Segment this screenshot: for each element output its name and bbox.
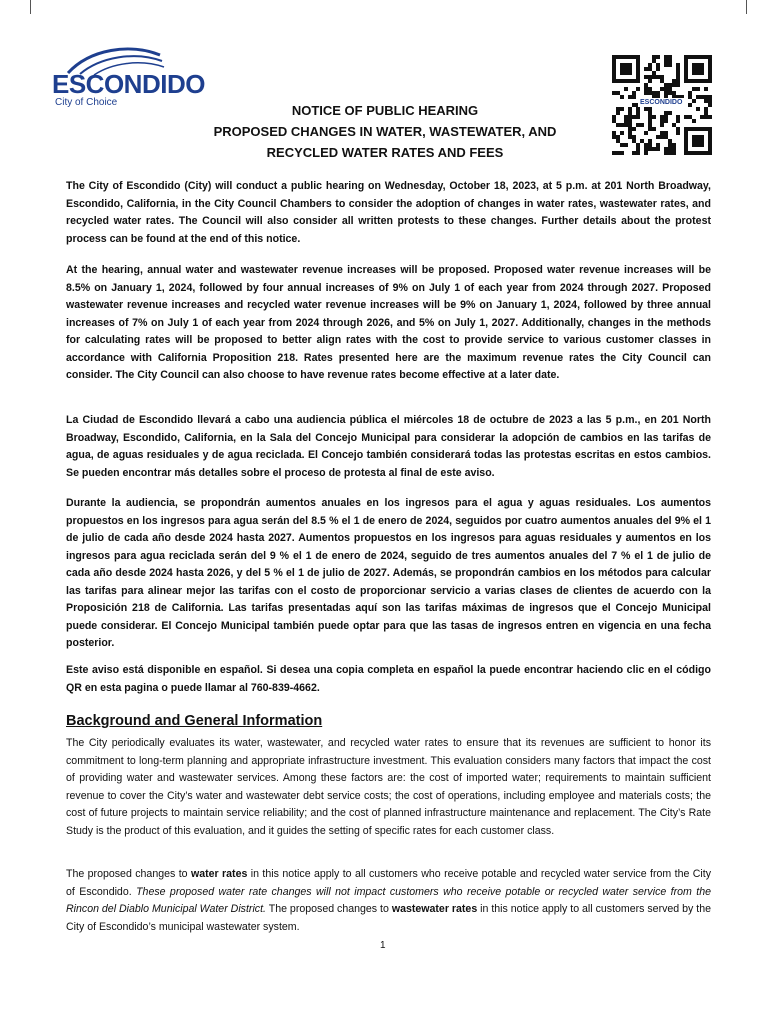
crop-mark-left <box>30 0 31 14</box>
qr-code[interactable] <box>612 53 712 157</box>
applicability-text-3: The proposed changes to <box>265 903 392 915</box>
notice-title <box>180 100 590 163</box>
hearing-paragraph-es: Durante la audiencia, se propondrán aumentos anuales en los ingresos para el agua y aguas residuales. Los aumentos propuestos en los ingresos para agua serán del 8.5 % el 1 de enero de 2024, seguidos por cuatro aumentos anuales del 9% el 1 de julio de cada año desde 2024 hasta 2027. Aumentos propuestos en los ingresos para aguas residuales y aumentos en los ingresos para agua reciclada serán del 9 % el 1 de enero de 2024, seguido de tres aumentos anuales del 7 % el 1 de julio de cada año desde 2024 hasta 2026, y del 5 % el 1 de julio de 2027. Además, se propondrán cambios en los métodos para calcular las tarifas para alinear mejor las tarifas con el costo de proporcionar servicio a varias clases de clientes de acuerdo con la Proposición 218 de California. Las tarifas presentadas aquí son las tarifas máximas de ingresos que el Concejo Municipal puede considerar. El Concejo Municipal también puede optar para que las tasas de ingresos entren en vigencia en una fecha posterior. <box>66 497 711 649</box>
rincon-disclaimer: These proposed water rate changes will not impact customers who receive potable or recycled water service from the Rincon del Diablo Municipal Water District. <box>66 885 711 915</box>
crop-mark-right <box>746 0 747 14</box>
intro-paragraph-en: The City of Escondido (City) will conduct a public hearing on Wednesday, October 18, 2023, at 5 p.m. at 201 North Broadway, Escondido, California, in the City Council Chambers to consider the adoption of changes in water rates, wastewater rates, and recycled water rates. The Council will also consider all written protests to these changes. Further details about the protest process can be found at the end of this notice. <box>66 180 711 245</box>
background-paragraph: The City periodically evaluates its water, wastewater, and recycled water rates to ensure that its revenues are sufficient to honor its commitment to long-term planning and appropriate infrastructure investment. This evaluation considers many factors that impact the cost of providing water and wastewater services. Among these factors are: the cost of imported water; requirements to maintain sufficient revenue to cover the City’s water and wastewater debt service costs; the cost of operations, including employee and materials costs; the cost of future projects to maintain service reliability; and the cost of planned infrastructure maintenance and replacement. The City’s Rate Study is the product of this evaluation, and it guides the setting of specific rates for each customer class. <box>66 737 711 837</box>
applicability-text-1: The proposed changes to <box>66 868 191 880</box>
title-line-2: PROPOSED CHANGES IN WATER, WASTEWATER, AND <box>213 124 557 139</box>
logo-tagline: City of Choice <box>55 97 118 108</box>
section-heading: Background and General Information <box>66 713 323 729</box>
applicability-text-2: in this notice apply to all customers who receive potable and recycled water service from the City of Escondido. <box>66 868 711 898</box>
logo-wordmark: ESCONDIDO <box>52 69 205 99</box>
applicability-paragraph <box>66 866 711 936</box>
title-line-3: RECYCLED WATER RATES AND FEES <box>266 145 504 160</box>
water-rates-emphasis: water rates <box>190 868 248 880</box>
wastewater-rates-emphasis: wastewater rates <box>391 903 478 915</box>
hearing-paragraph-en: At the hearing, annual water and wastewater revenue increases will be proposed. Proposed water revenue increases will be 8.5% on January 1, 2024, followed by four annual increases of 9% on July 1 of each year from 2024 through 2027. Proposed wastewater revenue increases and recycled water revenue increases will be 9% on January 1, 2024, followed by three annual increases of 7% on July 1 of each year from 2024 through 2026, and 5% on July 1, 2027. Additionally, changes in the methods for calculating rates will be proposed to better align rates with the cost to provide service to various customer classes in accordance with California Proposition 218. Rates presented here are the maximum revenue rates the City Council can consider. The City Council can also choose to have revenue rates become effective at a later date. <box>66 264 711 381</box>
page-number: 1 <box>380 940 386 951</box>
title-line-1: NOTICE OF PUBLIC HEARING <box>291 103 479 118</box>
qr-logo-label: ESCONDIDO <box>640 99 683 106</box>
spanish-availability-note: Este aviso está disponible en español. Si desea una copia completa en español la puede encontrar haciendo clic en el código QR en esta pagina o puede llamar al 760-839-4662. <box>66 664 711 694</box>
applicability-text-4: in this notice apply to all customers served by the City of Escondido’s municipal wastewater system. <box>66 903 711 933</box>
intro-paragraph-es: La Ciudad de Escondido llevará a cabo una audiencia pública el miércoles 18 de octubre de 2023 a las 5 p.m., en 201 North Broadway, Escondido, California, en la Sala del Concejo Municipal para considerar la adopción de cambios en las tarifas de agua, de aguas residuales y de agua reciclada. El Concejo también considerará todas las protestas escritas en estos cambios. Se pueden encontrar más detalles sobre el proceso de protesta al final de este aviso. <box>66 414 711 479</box>
city-logo <box>50 45 205 115</box>
